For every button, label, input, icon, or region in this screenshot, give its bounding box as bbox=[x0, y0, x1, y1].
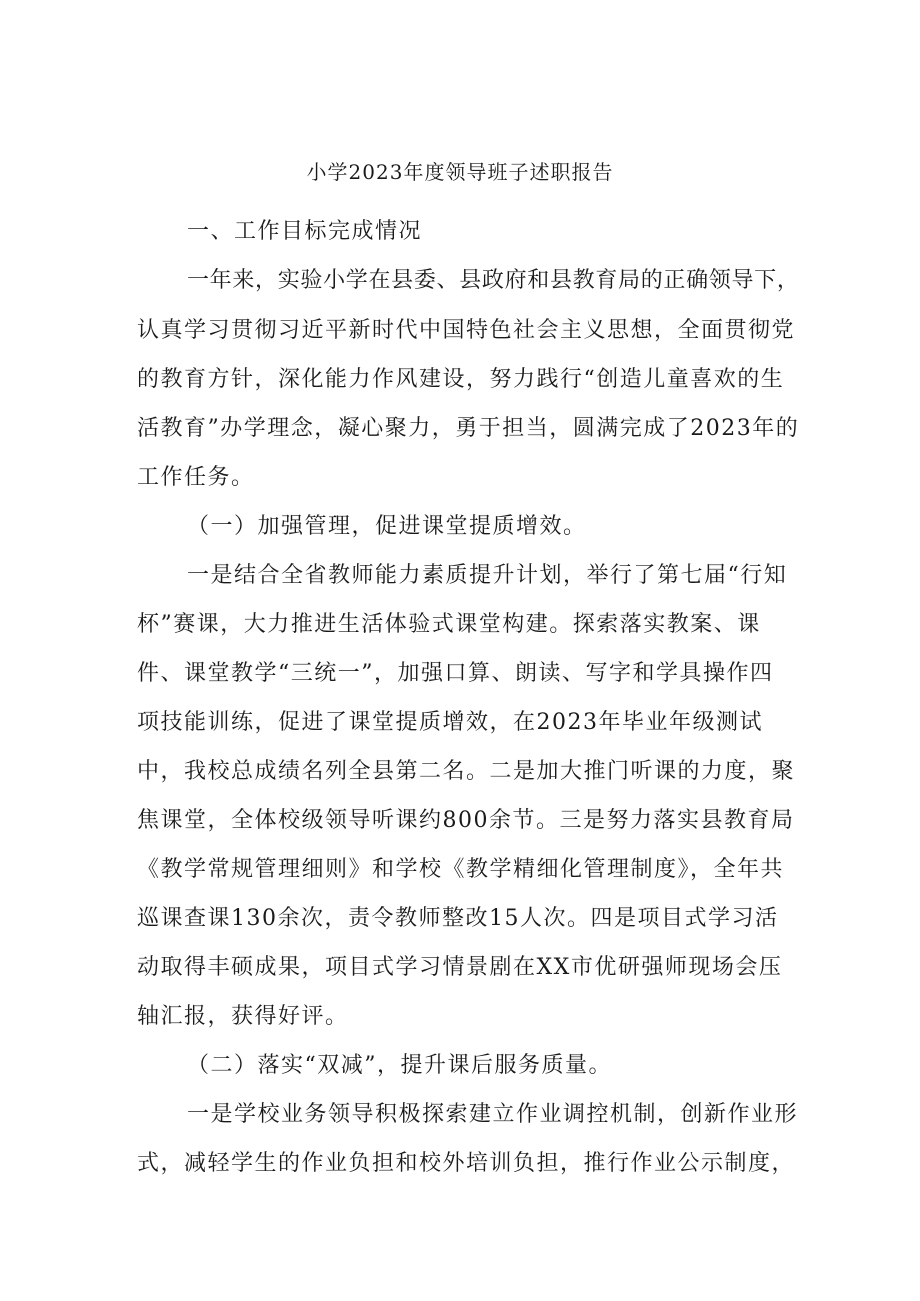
section-heading-1: 一、工作目标完成情况 bbox=[187, 219, 423, 244]
paragraph-line: 一是学校业务领导积极探索建立作业调控机制，创新作业形 bbox=[187, 1102, 799, 1127]
paragraph-line: 式，减轻学生的作业负担和校外培训负担，推行作业公示制度， bbox=[137, 1151, 796, 1176]
paragraph-line: 件、课堂教学“三统一”，加强口算、朗读、写字和学具操作四 bbox=[137, 661, 774, 686]
paragraph-line: 的教育方针，深化能力作风建设，努力践行“创造儿童喜欢的生 bbox=[137, 367, 785, 392]
paragraph-line: 焦课堂，全体校级领导听课约800余节。三是努力落实县教育局 bbox=[137, 808, 795, 833]
paragraph-line: 项技能训练，促进了课堂提质增效，在2023年毕业年级测试 bbox=[137, 710, 763, 735]
paragraph-line: 一是结合全省教师能力素质提升计划，举行了第七届“行知 bbox=[187, 563, 788, 588]
paragraph-line: 轴汇报，获得好评。 bbox=[137, 1004, 349, 1029]
paragraph-line: 《教学常规管理细则》和学校《教学精细化管理制度》，全年共 bbox=[137, 857, 785, 882]
paragraph-line: 工作任务。 bbox=[137, 465, 255, 490]
subsection-heading-1: （一）加强管理，促进课堂提质增效。 bbox=[187, 514, 587, 539]
document-title: 小学2023年度领导班子述职报告 bbox=[306, 160, 614, 184]
paragraph-line: 活教育”办学理念，凝心聚力，勇于担当，圆满完成了2023年的 bbox=[137, 416, 800, 441]
paragraph-line: 动取得丰硕成果，项目式学习情景剧在XX市优研强师现场会压 bbox=[137, 955, 783, 980]
paragraph-line: 杯”赛课，大力推进生活体验式课堂构建。探索落实教案、课 bbox=[137, 612, 761, 637]
paragraph-line: 中，我校总成绩名列全县第二名。二是加大推门听课的力度，聚 bbox=[137, 759, 796, 784]
subsection-heading-2: （二）落实“双减”，提升课后服务质量。 bbox=[187, 1053, 612, 1078]
paragraph-line: 巡课查课130余次，责令教师整改15人次。四是项目式学习活 bbox=[137, 906, 779, 931]
paragraph-line: 一年来，实验小学在县委、县政府和县教育局的正确领导下， bbox=[187, 268, 800, 293]
paragraph-line: 认真学习贯彻习近平新时代中国特色社会主义思想，全面贯彻党 bbox=[137, 318, 796, 343]
